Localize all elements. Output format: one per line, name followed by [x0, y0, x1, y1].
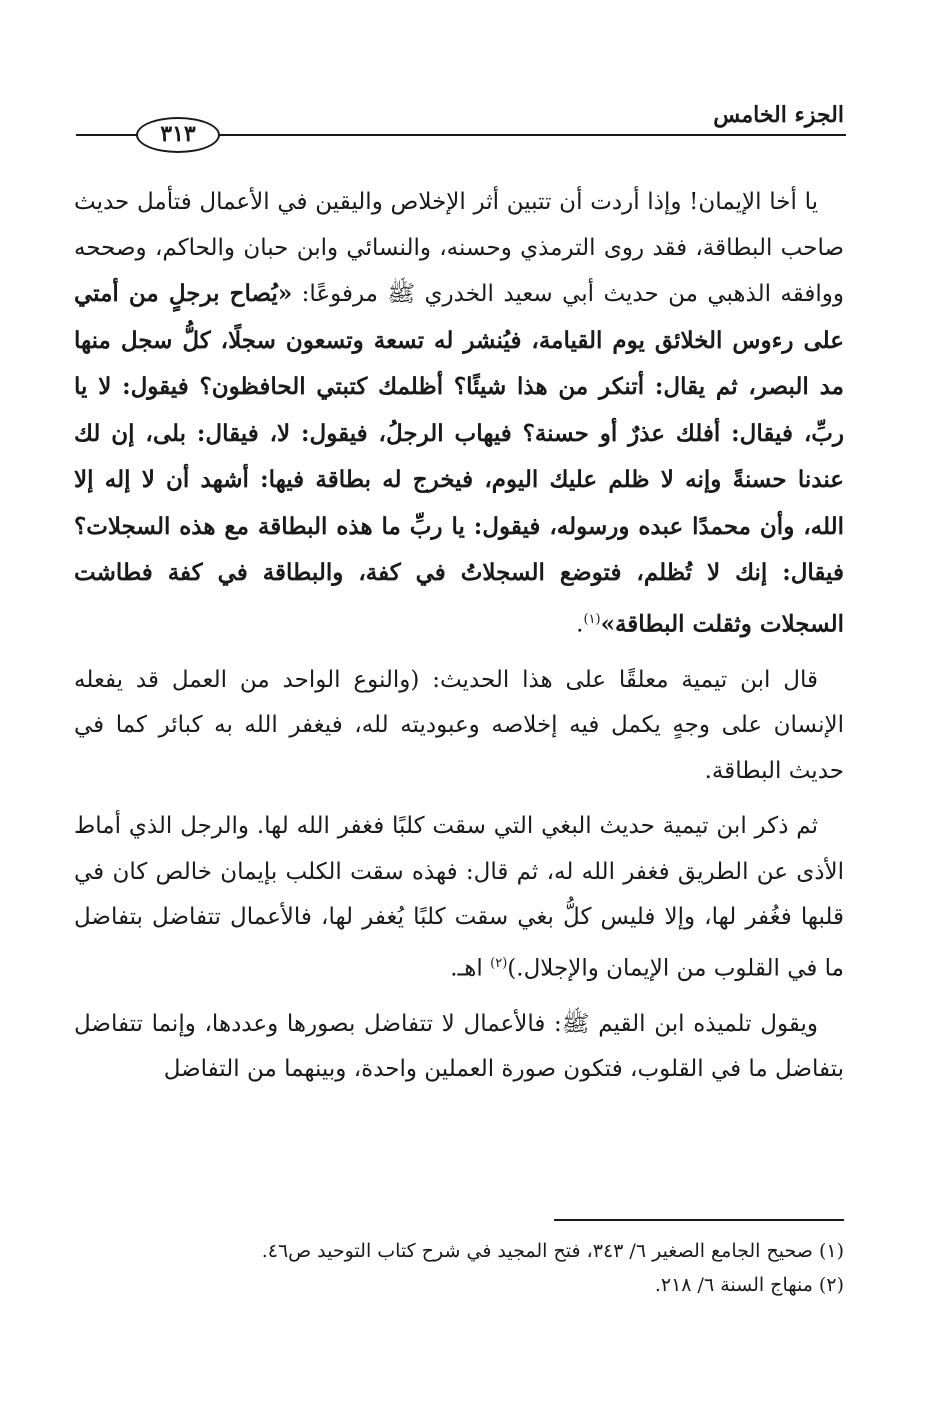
running-title: الجزء الخامس	[713, 102, 844, 128]
footnote-ref-1[interactable]: (١)	[583, 611, 601, 627]
paragraph-text: ثم ذكر ابن تيمية حديث البغي التي سقت كلبًا فغفر الله لها. والرجل الذي أماط الأذى عن الطريق فغفر الله له، ثم قال: فهذه سقت الكلب بإيمان خالص كان في قلبها فغُفر لها، وإلا فليس كلُّ بغي سقت كلبًا يُغفر لها، فالأعمال تتفاضل بتفاضل ما في القلوب من الإيمان والإجلال.)	[74, 813, 844, 982]
footnote-ref-2[interactable]: (٢)	[490, 955, 508, 971]
footnote-rule	[554, 1219, 844, 1221]
hadith-text: «يُصاح برجلٍ من أمتي على رءوس الخلائق يوم القيامة، فيُنشر له تسعة وتسعون سجلًا، كلُّ سجل منها مد البصر، ثم يقال: أتنكر من هذا شيئًا؟ أظلمك كتبتي الحافظون؟ فيقول: لا يا ربِّ، فيقال: أفلك عذرٌ أو حسنة؟ فيهاب الرجلُ، فيقول: لا، فيقال: بلى، إن لك عندنا حسنةً وإنه لا ظلم عليك اليوم، فيخرج له بطاقة فيها: أشهد أن لا إله إلا الله، وأن محمدًا عبده ورسوله، فيقول: يا ربِّ ما هذه البطاقة مع هذه السجلات؟ فيقال: إنك لا تُظلم، فتوضع السجلاتُ في كفة، والبطاقة في كفة فطاشت السجلات وثقلت البطاقة»	[74, 280, 844, 638]
paragraph-ibn-taymiyya-comment	[74, 658, 844, 795]
page-number: ٣١٣	[136, 117, 220, 153]
paragraph-baghiy-hadith	[74, 804, 844, 992]
paragraph-ibn-alqayyim	[74, 1002, 844, 1093]
paragraph-hadith-albitaqa	[74, 180, 844, 648]
intro-text: يا أخا الإيمان! وإذا أردت أن تتبين أثر الإخلاص واليقين في الأعمال فتأمل حديث صاحب البطاقة، فقد روى الترمذي وحسنه، والنسائي وابن حبان والحاكم، وصححه ووافقه الذهبي من حديث أبي سعيد الخدري ﷺ مرفوعًا:	[74, 189, 844, 307]
body-text	[74, 180, 844, 1103]
footnote-2: (٢) منهاج السنة ٦/ ٢١٨.	[654, 1274, 844, 1296]
paragraph-end: اهـ.	[450, 955, 491, 982]
paragraph-text: ويقول تلميذه ابن القيم ﷺ: فالأعمال لا تتفاضل بصورها وعددها، وإنما تتفاضل بتفاضل ما في القلوب، فتكون صورة العملين واحدة، وبينهما من التفاضل	[74, 1010, 844, 1083]
footnote-1: (١) صحيح الجامع الصغير ٦/ ٣٤٣، فتح المجيد في شرح كتاب التوحيد ص٤٦.	[261, 1240, 844, 1262]
paragraph-text: قال ابن تيمية معلقًا على هذا الحديث: (والنوع الواحد من العمل قد يفعله الإنسان على وجهٍ يكمل فيه إخلاصه وعبوديته لله، فيغفر الله به كبائر كما في حديث البطاقة.	[74, 666, 844, 784]
footnotes	[100, 1234, 844, 1302]
paragraph-end: .	[576, 611, 584, 638]
